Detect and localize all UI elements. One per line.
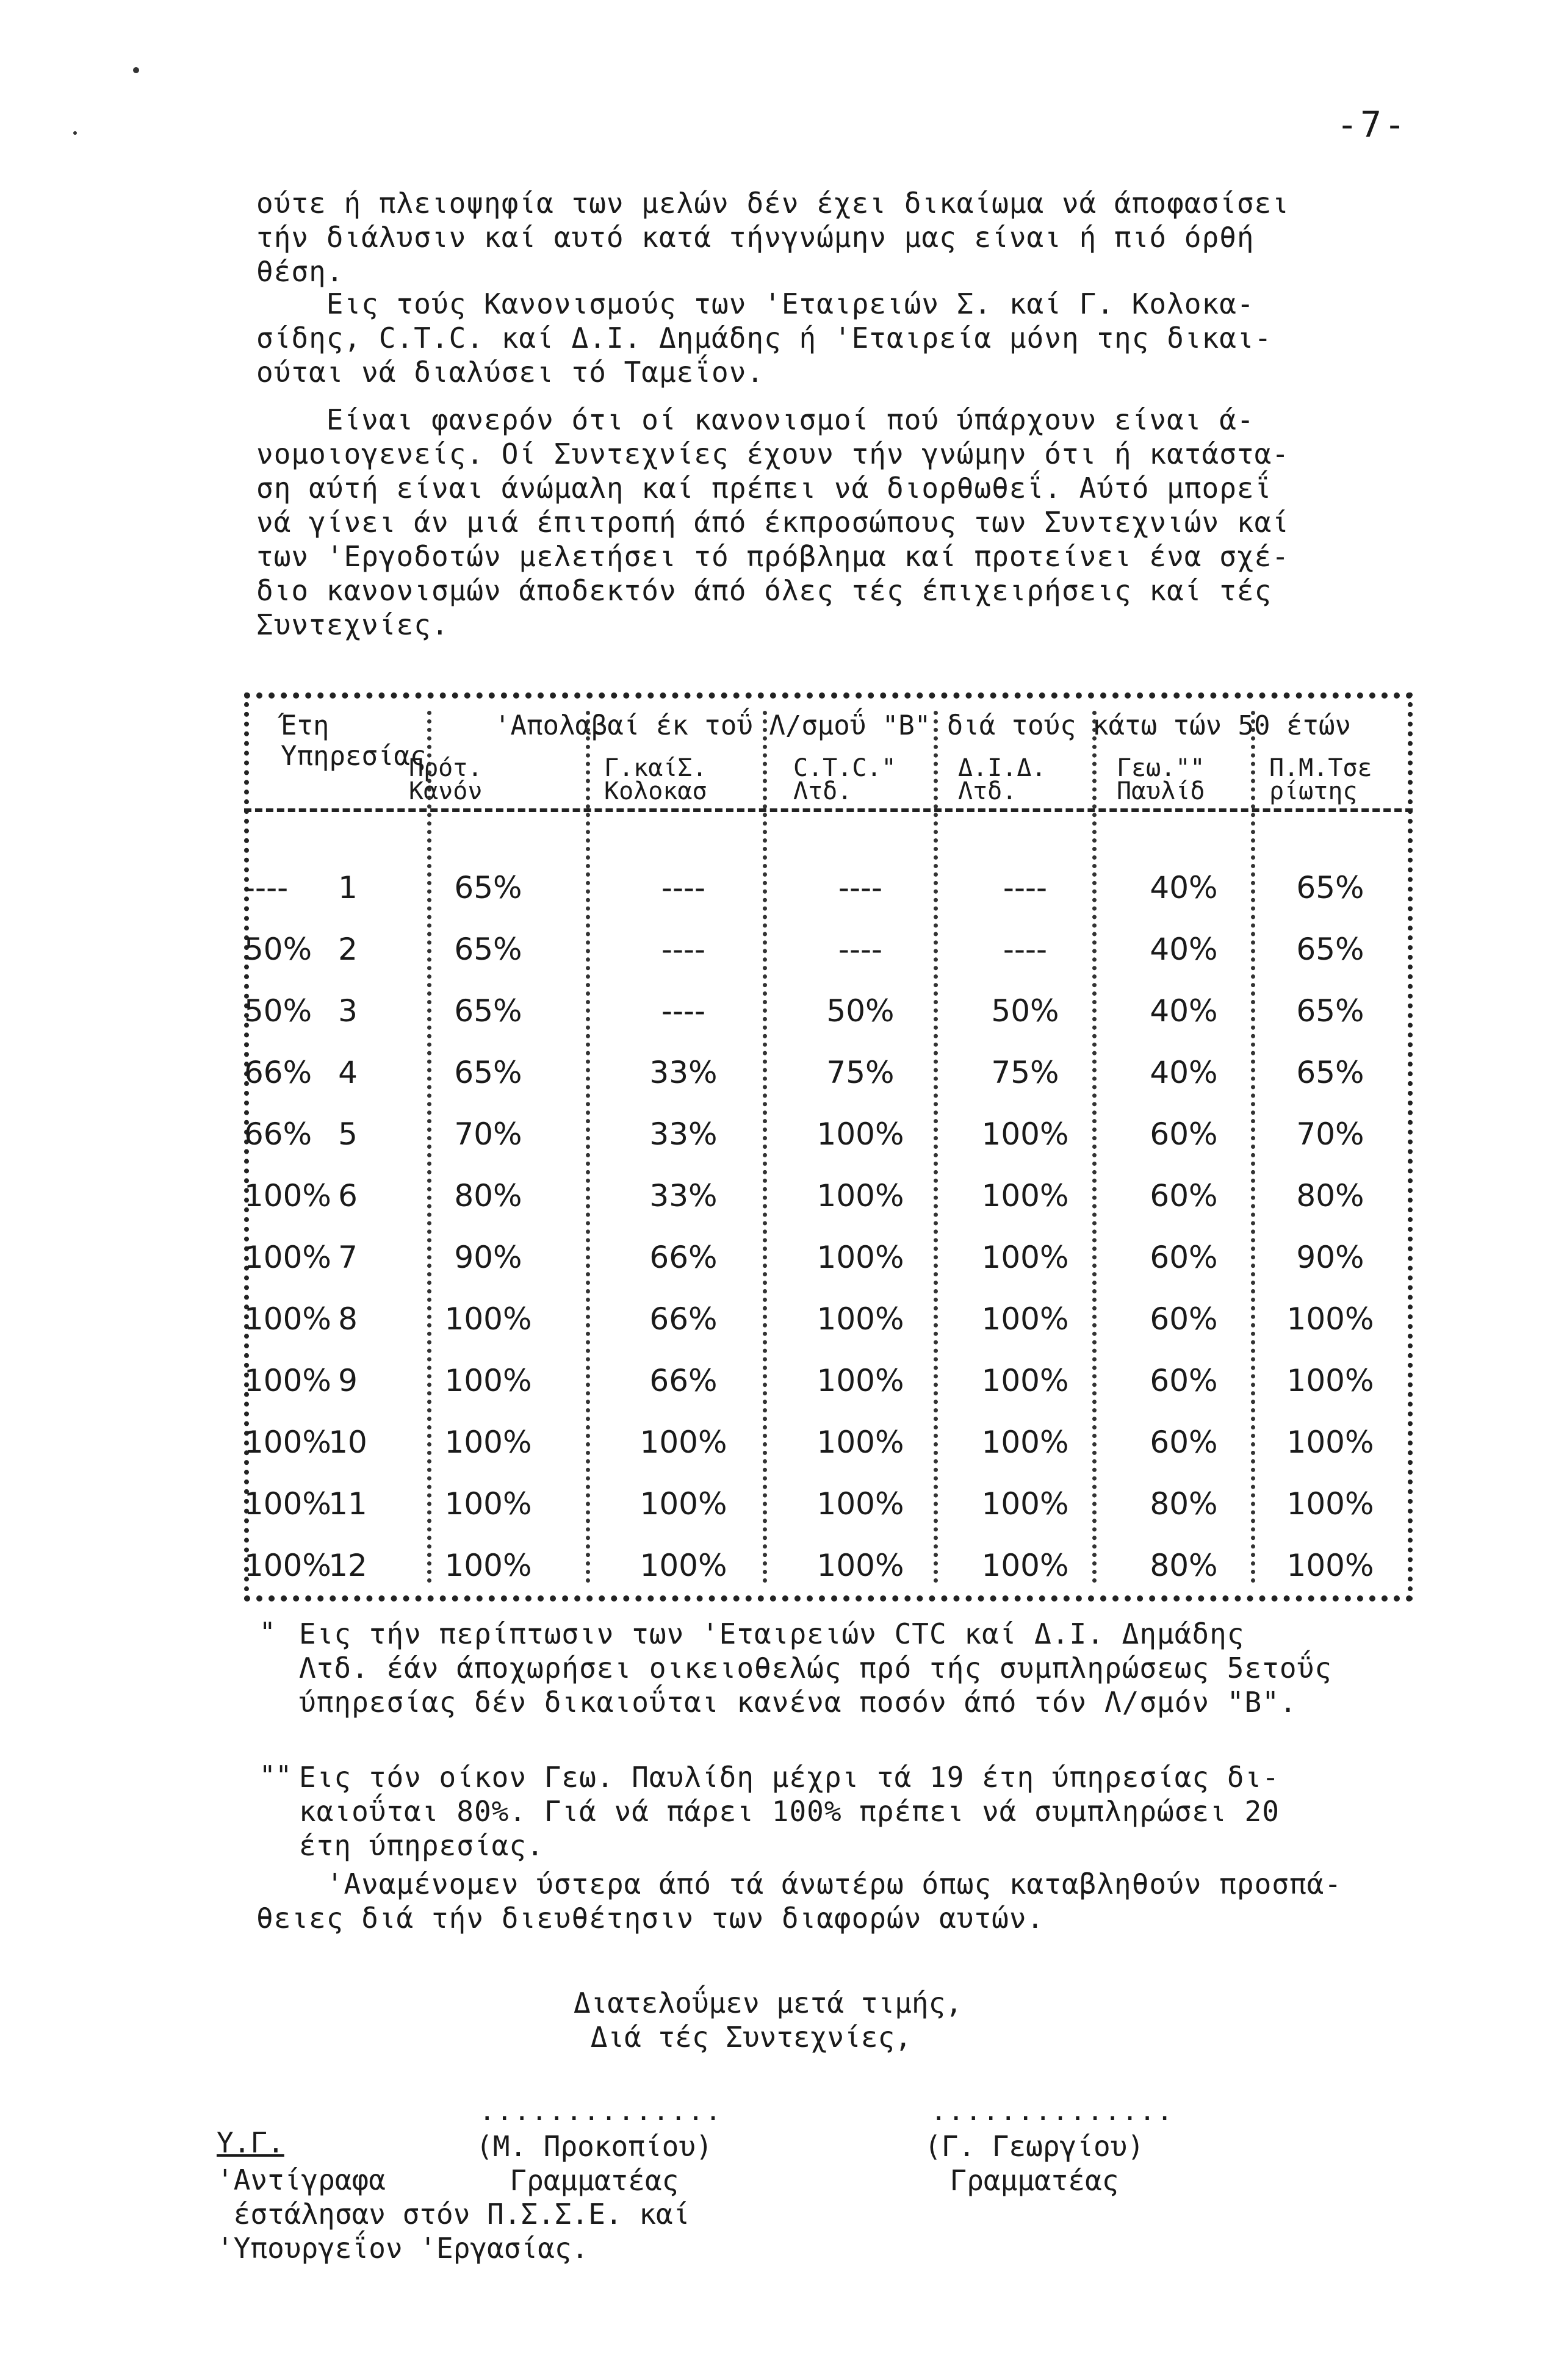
percentage-cell: 100% bbox=[244, 1301, 331, 1337]
percentage-cell: ---- bbox=[1003, 870, 1048, 905]
percentage-cell: 100% bbox=[244, 1486, 331, 1522]
percentage-cell: 65% bbox=[1296, 1055, 1364, 1090]
percentage-cell: 100% bbox=[639, 1486, 727, 1522]
percentage-cell: 50% bbox=[826, 993, 895, 1029]
percentage-cell: 90% bbox=[1296, 1240, 1364, 1275]
percentage-cell: 100% bbox=[244, 1363, 331, 1398]
year-cell: 8 bbox=[338, 1301, 358, 1337]
table-border-top bbox=[244, 692, 1413, 699]
percentage-cell: 60% bbox=[1150, 1363, 1218, 1398]
percentage-cell: 66% bbox=[244, 1055, 312, 1090]
percentage-cell: 60% bbox=[1150, 1301, 1218, 1337]
percentage-cell: 100% bbox=[981, 1548, 1069, 1583]
page-number: -7- bbox=[1336, 104, 1408, 145]
percentage-cell: 65% bbox=[454, 993, 522, 1029]
percentage-cell: 100% bbox=[444, 1548, 532, 1583]
percentage-cell: ---- bbox=[1003, 932, 1048, 967]
percentage-cell: 100% bbox=[444, 1301, 532, 1337]
percentage-cell: 100% bbox=[244, 1178, 331, 1213]
percentage-cell: 100% bbox=[1286, 1425, 1374, 1460]
signature-line: .............. bbox=[931, 2096, 1174, 2127]
percentage-cell: 100% bbox=[444, 1425, 532, 1460]
percentage-cell: 100% bbox=[1286, 1486, 1374, 1522]
percentage-cell: 100% bbox=[816, 1548, 904, 1583]
percentage-cell: 65% bbox=[1296, 932, 1364, 967]
percentage-cell: ---- bbox=[661, 932, 706, 967]
percentage-cell: 66% bbox=[649, 1301, 718, 1337]
percentage-cell: 33% bbox=[649, 1055, 718, 1090]
percentage-cell: 65% bbox=[454, 1055, 522, 1090]
severance-table bbox=[244, 692, 1413, 1602]
table-row bbox=[244, 1048, 1413, 1097]
percentage-cell: 100% bbox=[816, 1240, 904, 1275]
percentage-cell: 100% bbox=[981, 1363, 1069, 1398]
percentage-cell: 40% bbox=[1150, 1055, 1218, 1090]
percentage-cell: 50% bbox=[991, 993, 1059, 1029]
paragraph: Εις τούς Κανονισμούς των 'Εταιρειών Σ. καί Γ. Κολοκα- σίδης, C.T.C. καί Δ.Ι. Δημάδης ή 'Εταιρεία μόνη της δικαι- ούται νά διαλύσει τό Ταμεΐον. bbox=[256, 287, 1272, 389]
paragraph: Είναι φανερόν ότι οί κανονισμοί πού ύπάρχουν είναι ά- νομοιογενείς. Οί Συντεχνίες έχουν τήν γνώμην ότι ή κατάστα- ση αύτή είναι άνώμαλη καί πρέπει νά διορθωθεΐ. Αύτό μπορεΐ νά γίνει άν μιά έπιτροπή άπό έκπροσώπους των Συντεχνιών καί των 'Εργοδοτών μελετήσει τό πρόβλημα καί προτείνει ένα σχέ- διο κανονισμών άποδεκτόν άπό όλες τές έπιχειρήσεις καί τές Συντεχνίες. bbox=[256, 403, 1289, 641]
table-header bbox=[262, 710, 1394, 772]
year-cell: 7 bbox=[338, 1240, 358, 1275]
table-row bbox=[244, 1541, 1413, 1590]
percentage-cell: 40% bbox=[1150, 932, 1218, 967]
years-header: Έτη Υπηρεσίας bbox=[281, 710, 427, 772]
table-row bbox=[244, 987, 1413, 1035]
signature-line: .............. bbox=[479, 2096, 722, 2127]
column-header: Γ.καίΣ. Κολοκασ bbox=[604, 754, 707, 805]
column-header: Πρότ. Κανόν bbox=[409, 754, 483, 805]
table-row bbox=[244, 1479, 1413, 1528]
percentage-cell: 60% bbox=[1150, 1178, 1218, 1213]
percentage-cell: 80% bbox=[1150, 1548, 1218, 1583]
percentage-cell: ---- bbox=[838, 870, 883, 905]
percentage-cell: 100% bbox=[444, 1486, 532, 1522]
percentage-cell: 66% bbox=[649, 1363, 718, 1398]
percentage-cell: 90% bbox=[454, 1240, 522, 1275]
percentage-cell: 100% bbox=[1286, 1548, 1374, 1583]
percentage-cell: 100% bbox=[1286, 1301, 1374, 1337]
percentage-cell: 100% bbox=[981, 1116, 1069, 1152]
percentage-cell: 100% bbox=[816, 1116, 904, 1152]
percentage-cell: 100% bbox=[981, 1425, 1069, 1460]
percentage-cell: 65% bbox=[1296, 993, 1364, 1029]
percentage-cell: 33% bbox=[649, 1178, 718, 1213]
percentage-cell: 50% bbox=[244, 932, 312, 967]
percentage-cell: 40% bbox=[1150, 993, 1218, 1029]
footnote: Εις τόν οίκον Γεω. Παυλίδη μέχρι τά 19 έτη ύπηρεσίας δι- καιοΰται 80%. Γιά νά πάρει 100% πρέπει νά συμπληρώσει 20 έτη ύπηρεσίας. bbox=[299, 1761, 1280, 1862]
year-cell: 1 bbox=[338, 870, 358, 905]
percentage-cell: 100% bbox=[816, 1363, 904, 1398]
percentage-cell: 100% bbox=[981, 1178, 1069, 1213]
closing-salutation: Διατελοΰμεν μετά τιμής, Διά τές Συντεχνίες, bbox=[574, 1986, 962, 2054]
table-row bbox=[244, 863, 1413, 912]
table-row bbox=[244, 1110, 1413, 1159]
percentage-cell: 60% bbox=[1150, 1116, 1218, 1152]
percentage-cell: 100% bbox=[444, 1363, 532, 1398]
percentage-cell: 100% bbox=[981, 1301, 1069, 1337]
percentage-cell: 100% bbox=[244, 1425, 331, 1460]
initials: Υ.Γ. bbox=[217, 2126, 284, 2159]
percentage-cell: 65% bbox=[1296, 870, 1364, 905]
percentage-cell: 66% bbox=[244, 1116, 312, 1152]
percentage-cell: 60% bbox=[1150, 1240, 1218, 1275]
year-cell: 2 bbox=[338, 932, 358, 967]
header-rule bbox=[244, 808, 1413, 812]
column-header: Δ.Ι.Δ. Λτδ. bbox=[958, 754, 1047, 805]
percentage-cell: 33% bbox=[649, 1116, 718, 1152]
copies-note: 'Αντίγραφα έστάλησαν στόν Π.Σ.Σ.Ε. καί 'Υπουργεΐον 'Εργασίας. bbox=[217, 2163, 690, 2265]
paragraph: ούτε ή πλειοψηφία των μελών δέν έχει δικαίωμα νά άποφασίσει τήν διάλυσιν καί αυτό κατά τήνγνώμην μας είναι ή πιό όρθή θέση. bbox=[256, 187, 1289, 288]
percentage-cell: ---- bbox=[244, 870, 289, 905]
signature-block: (Γ. Γεωργίου) Γραμματέας bbox=[924, 2130, 1145, 2197]
percentage-cell: ---- bbox=[661, 993, 706, 1029]
percentage-cell: 60% bbox=[1150, 1425, 1218, 1460]
percentage-cell: 40% bbox=[1150, 870, 1218, 905]
table-row bbox=[244, 1418, 1413, 1467]
year-cell: 10 bbox=[328, 1425, 367, 1460]
percentage-cell: 75% bbox=[991, 1055, 1059, 1090]
percentage-cell: 100% bbox=[981, 1486, 1069, 1522]
table-row bbox=[244, 925, 1413, 974]
percentage-cell: 100% bbox=[244, 1240, 331, 1275]
percentage-cell: 100% bbox=[639, 1548, 727, 1583]
percentage-cell: 75% bbox=[826, 1055, 895, 1090]
percentage-cell: 100% bbox=[816, 1301, 904, 1337]
column-header: Γεω."" Παυλίδ bbox=[1117, 754, 1205, 805]
percentage-cell: 100% bbox=[816, 1486, 904, 1522]
paragraph: 'Αναμένομεν ύστερα άπό τά άνωτέρω όπως καταβληθούν προσπά- θειες διά τήν διευθέτησιν των διαφορών αυτών. bbox=[256, 1868, 1342, 1935]
percentage-cell: 66% bbox=[649, 1240, 718, 1275]
scan-speck bbox=[133, 67, 139, 73]
year-cell: 3 bbox=[338, 993, 358, 1029]
column-header: Π.Μ.Τσε ρίωτης bbox=[1269, 754, 1372, 805]
column-header: C.T.C." Λτδ. bbox=[793, 754, 896, 805]
year-cell: 12 bbox=[328, 1548, 367, 1583]
percentage-cell: ---- bbox=[838, 932, 883, 967]
year-cell: 6 bbox=[338, 1178, 358, 1213]
table-row bbox=[244, 1233, 1413, 1282]
percentage-cell: 80% bbox=[1150, 1486, 1218, 1522]
percentage-cell: 80% bbox=[1296, 1178, 1364, 1213]
percentage-cell: 100% bbox=[639, 1425, 727, 1460]
percentage-cell: 80% bbox=[454, 1178, 522, 1213]
table-title: 'Απολαβαί έκ τοΰ Λ/σμοΰ "Β" διά τούς κάτω τών 50 έτών bbox=[494, 710, 1351, 741]
percentage-cell: 65% bbox=[454, 932, 522, 967]
percentage-cell: 100% bbox=[1286, 1363, 1374, 1398]
signature-block: (Μ. Προκοπίου) Γραμματέας bbox=[476, 2130, 713, 2197]
percentage-cell: 70% bbox=[454, 1116, 522, 1152]
percentage-cell: 70% bbox=[1296, 1116, 1364, 1152]
year-cell: 9 bbox=[338, 1363, 358, 1398]
table-border-bottom bbox=[244, 1595, 1413, 1602]
table-row bbox=[244, 1171, 1413, 1220]
year-cell: 11 bbox=[328, 1486, 367, 1522]
scan-speck bbox=[73, 131, 77, 135]
percentage-cell: ---- bbox=[661, 870, 706, 905]
percentage-cell: 100% bbox=[816, 1178, 904, 1213]
percentage-cell: 100% bbox=[816, 1425, 904, 1460]
percentage-cell: 50% bbox=[244, 993, 312, 1029]
table-row bbox=[244, 1356, 1413, 1405]
percentage-cell: 100% bbox=[981, 1240, 1069, 1275]
percentage-cell: 65% bbox=[454, 870, 522, 905]
year-cell: 5 bbox=[338, 1116, 358, 1152]
footnote: Εις τήν περίπτωσιν των 'Εταιρειών CTC καί Δ.Ι. Δημάδης Λτδ. έάν άποχωρήσει οικειοθελώς πρό τής συμπληρώσεως 5ετοΰς ύπηρεσίας δέν δικαιοΰται κανένα ποσόν άπό τόν Λ/σμόν "Β". bbox=[299, 1617, 1332, 1719]
percentage-cell: 100% bbox=[244, 1548, 331, 1583]
column-headers bbox=[262, 754, 1394, 805]
year-cell: 4 bbox=[338, 1055, 358, 1090]
note-mark: " bbox=[259, 1617, 276, 1648]
note-mark: "" bbox=[259, 1760, 292, 1791]
table-row bbox=[244, 1295, 1413, 1343]
